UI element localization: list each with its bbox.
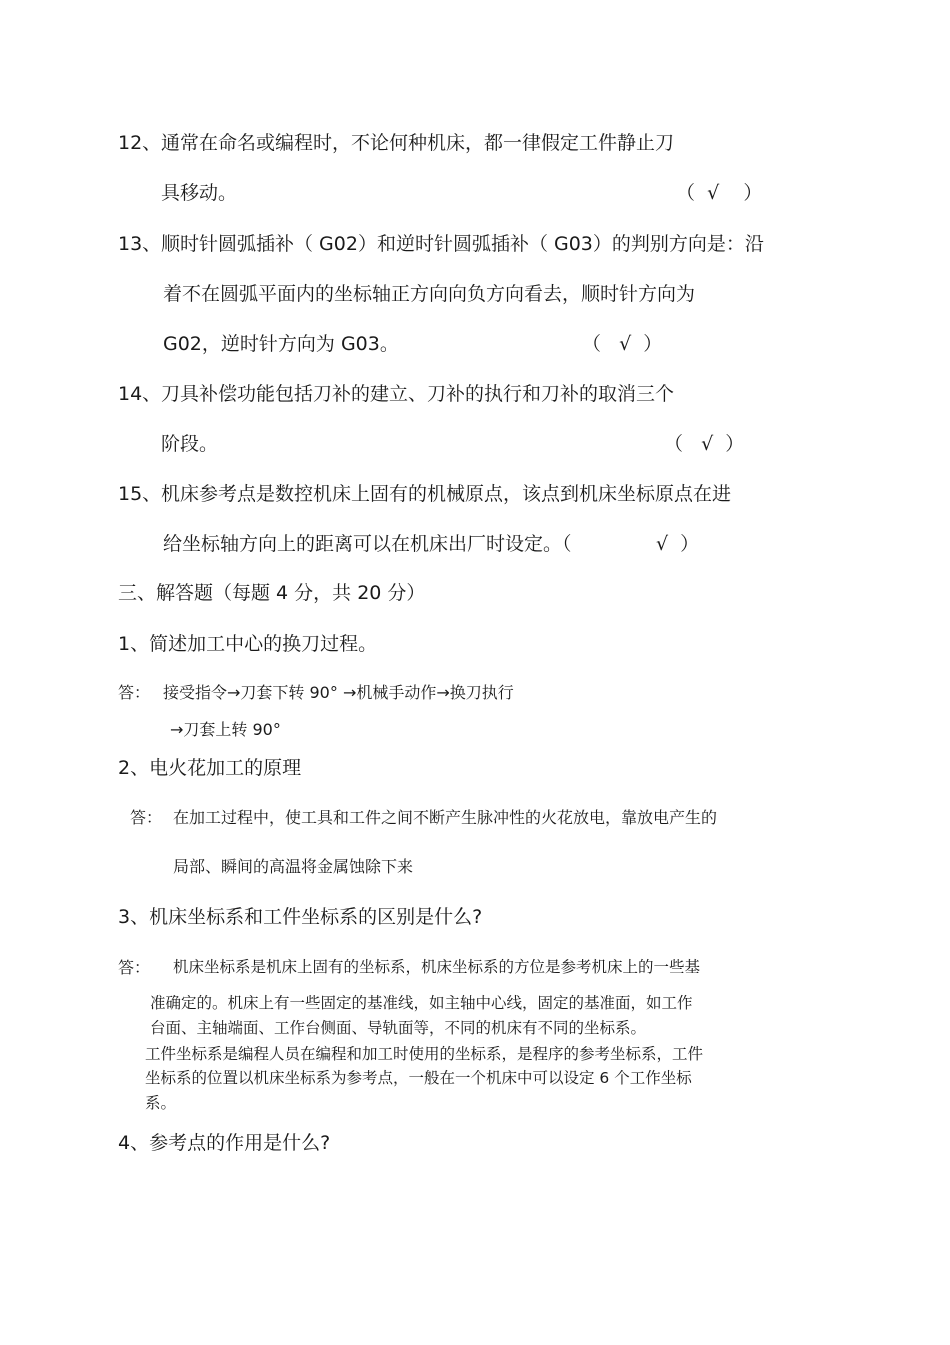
item-12-line-2: 具移动。 bbox=[161, 182, 238, 204]
answer-2-line-1: 在加工过程中，使工具和工件之间不断产生脉冲性的火花放电，靠放电产生的 bbox=[173, 808, 718, 827]
item-12-answer-mark: （ √ ） bbox=[676, 182, 763, 204]
item-13-line-1: 顺时针圆弧插补（ G02）和逆时针圆弧插补（ G03）的判别方向是：沿 bbox=[161, 233, 764, 255]
item-14-number: 14、 bbox=[118, 383, 162, 405]
question-1: 1、简述加工中心的换刀过程。 bbox=[118, 633, 378, 655]
item-13-line-3: G02，逆时针方向为 G03。 bbox=[163, 333, 399, 355]
question-4: 4、参考点的作用是什么? bbox=[118, 1132, 331, 1154]
item-15-answer-mark: √ ） bbox=[656, 533, 700, 555]
answer-1-line-2: →刀套上转 90° bbox=[170, 720, 281, 739]
item-15-line-1: 机床参考点是数控机床上固有的机械原点，该点到机床坐标原点在进 bbox=[161, 483, 732, 505]
item-15-number: 15、 bbox=[118, 483, 162, 505]
section-title: 三、解答题（每题 4 分，共 20 分） bbox=[118, 582, 426, 604]
item-15-line-2: 给坐标轴方向上的距离可以在机床出厂时设定。（ bbox=[163, 533, 572, 555]
question-3: 3、机床坐标系和工件坐标系的区别是什么? bbox=[118, 906, 483, 928]
answer-1-label: 答： bbox=[118, 683, 151, 702]
answer-3-line-5: 坐标系的位置以机床坐标系为参考点，一般在一个机床中可以设定 6 个工作坐标 bbox=[145, 1069, 692, 1087]
answer-3-label: 答： bbox=[118, 958, 151, 977]
answer-2-label: 答： bbox=[130, 808, 163, 827]
item-14-answer-mark: （ √ ） bbox=[664, 433, 745, 455]
answer-3-line-1: 机床坐标系是机床上固有的坐标系，机床坐标系的方位是参考机床上的一些基 bbox=[173, 958, 701, 976]
question-2: 2、电火花加工的原理 bbox=[118, 757, 302, 779]
item-13-line-2: 着不在圆弧平面内的坐标轴正方向向负方向看去，顺时针方向为 bbox=[163, 283, 696, 305]
answer-3-line-3: 台面、主轴端面、工作台侧面、导轨面等，不同的机床有不同的坐标系。 bbox=[150, 1019, 647, 1037]
item-13-number: 13、 bbox=[118, 233, 162, 255]
answer-3-line-2: 准确定的。机床上有一些固定的基准线，如主轴中心线，固定的基准面，如工作 bbox=[150, 994, 693, 1012]
answer-2-line-2: 局部、瞬间的高温将金属蚀除下来 bbox=[173, 857, 414, 876]
answer-3-line-6: 系。 bbox=[145, 1094, 177, 1112]
item-14-line-2: 阶段。 bbox=[161, 433, 219, 455]
item-12-number: 12、 bbox=[118, 132, 162, 154]
answer-3-line-4: 工件坐标系是编程人员在编程和加工时使用的坐标系，是程序的参考坐标系，工件 bbox=[145, 1045, 704, 1063]
item-12-line-1: 通常在命名或编程时，不论何种机床，都一律假定工件静止刀 bbox=[161, 132, 675, 154]
item-13-answer-mark: （ √ ） bbox=[582, 333, 663, 355]
item-14-line-1: 刀具补偿功能包括刀补的建立、刀补的执行和刀补的取消三个 bbox=[161, 383, 675, 405]
answer-1-line-1: 接受指令→刀套下转 90° →机械手动作→换刀执行 bbox=[163, 683, 514, 702]
